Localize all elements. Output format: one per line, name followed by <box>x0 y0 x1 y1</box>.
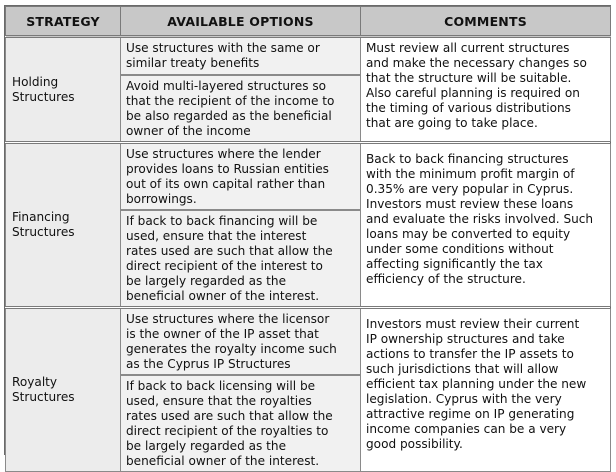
table-row <box>6 37 611 75</box>
option-holding-1: Use structures with the same or similar treaty benefits <box>121 37 361 75</box>
comment-royalty: Investors must review their current IP ownership structures and take actions to transfer the IP assets to such jurisdictions that will allow efficient tax planning under the new legislation. Cyprus with the very attractive regime on IP generating income companies can be a very good possibility. <box>361 307 611 471</box>
comment-holding: Must review all current structures and make the necessary changes so that the structure will be suitable. Also careful planning is required on the timing of various distributions that are going to take place. <box>361 37 611 143</box>
strategy-table-frame <box>4 5 611 468</box>
table-row <box>6 142 611 210</box>
header-comments: COMMENTS <box>361 7 611 37</box>
option-financing-2: If back to back financing will be used, ensure that the interest rates used are such that allow the direct recipient of the interest to be largely regarded as the beneficial owner of the interest. <box>121 210 361 308</box>
option-royalty-1: Use structures where the licensor is the owner of the IP asset that generates the royalty income such as the Cyprus IP Structures <box>121 307 361 375</box>
header-available-options: AVAILABLE OPTIONS <box>121 7 361 37</box>
strategy-holding: Holding Structures <box>6 37 121 143</box>
strategy-financing: Financing Structures <box>6 142 121 307</box>
comment-financing: Back to back financing structures with the minimum profit margin of 0.35% are very popular in Cyprus. Investors must review these loans and evaluate the risks involved. Such loans may be converted to equity under some conditions without affecting significantly the tax efficiency of the structure. <box>361 142 611 307</box>
option-holding-2: Avoid multi-layered structures so that the recipient of the income to be also regarded as the beneficial owner of the income <box>121 75 361 143</box>
header-row <box>6 7 611 37</box>
option-royalty-2: If back to back licensing will be used, ensure that the royalties rates used are such that allow the direct recipient of the royalties to be largely regarded as the beneficial owner of the interest. <box>121 375 361 472</box>
option-financing-1: Use structures where the lender provides loans to Russian entities out of its own capital rather than borrowings. <box>121 142 361 210</box>
table-row <box>6 307 611 375</box>
strategy-royalty: Royalty Structures <box>6 307 121 471</box>
header-strategy: STRATEGY <box>6 7 121 37</box>
strategy-table <box>5 6 611 472</box>
